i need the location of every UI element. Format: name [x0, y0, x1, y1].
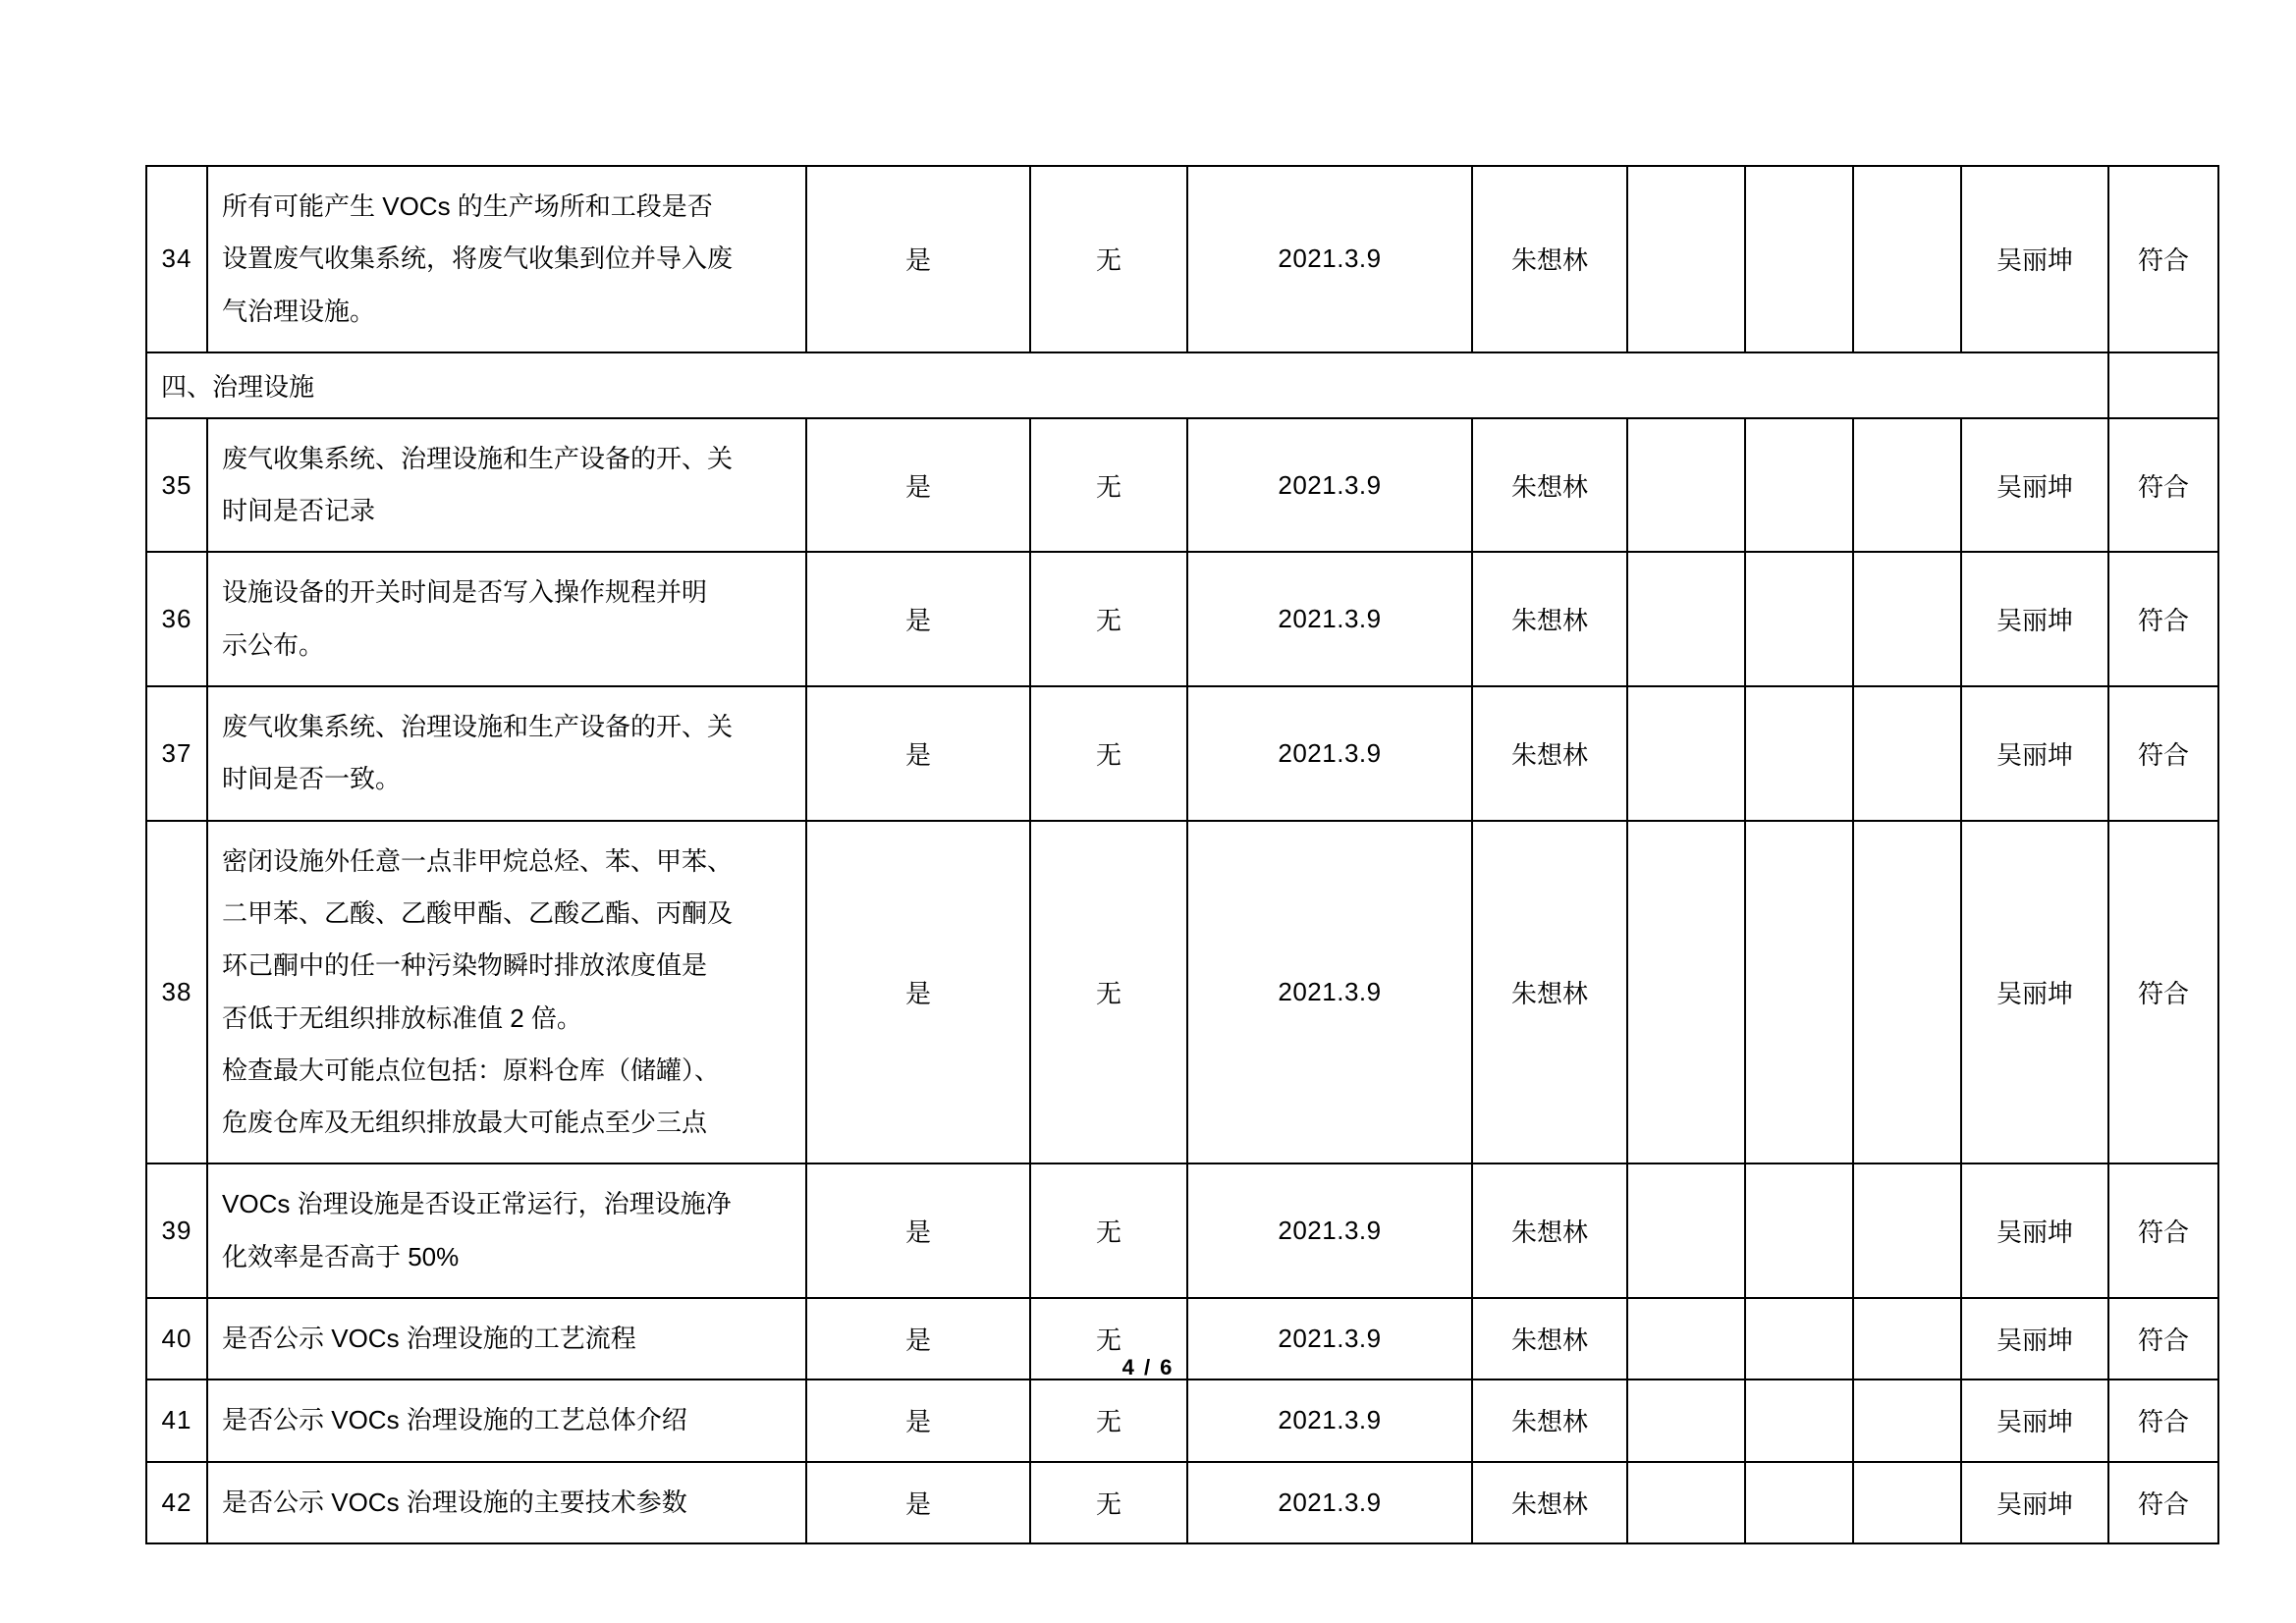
- row-blank-1: [1627, 166, 1745, 352]
- row-yes: 是: [806, 821, 1030, 1164]
- row-reviewer: 吴丽坤: [1961, 821, 2108, 1164]
- row-none: 无: [1030, 1298, 1187, 1380]
- row-blank-2: [1745, 166, 1853, 352]
- section-title: 四、治理设施: [161, 371, 315, 402]
- item-line: 危废仓库及无组织排放最大可能点至少三点: [222, 1108, 708, 1138]
- row-item: [207, 1380, 806, 1461]
- row-item: [207, 1163, 806, 1298]
- row-person: 朱想林: [1472, 1163, 1627, 1298]
- row-number: 41: [146, 1380, 207, 1461]
- item-line: 废气收集系统、治理设施和生产设备的开、关: [222, 443, 734, 473]
- section-result: [2108, 352, 2218, 418]
- table-row: [146, 1163, 2218, 1298]
- row-date: 2021.3.9: [1187, 166, 1472, 352]
- row-none: 无: [1030, 821, 1187, 1164]
- row-none: 无: [1030, 1462, 1187, 1543]
- row-blank-2: [1745, 686, 1853, 821]
- table-row: [146, 418, 2218, 553]
- row-blank-2: [1745, 552, 1853, 686]
- row-blank-3: [1853, 821, 1961, 1164]
- row-person: 朱想林: [1472, 686, 1627, 821]
- item-line: 是否公示 VOCs 治理设施的主要技术参数: [222, 1487, 687, 1517]
- row-blank-2: [1745, 1462, 1853, 1543]
- row-blank-1: [1627, 821, 1745, 1164]
- row-result: 符合: [2108, 1298, 2218, 1380]
- row-reviewer: 吴丽坤: [1961, 552, 2108, 686]
- table-row: [146, 686, 2218, 821]
- row-blank-3: [1853, 1163, 1961, 1298]
- table-row: [146, 166, 2218, 352]
- row-result: 符合: [2108, 821, 2218, 1164]
- table-row: [146, 1380, 2218, 1461]
- row-item: [207, 166, 806, 352]
- item-line: 环己酮中的任一种污染物瞬时排放浓度值是: [222, 950, 708, 981]
- row-blank-3: [1853, 686, 1961, 821]
- page-footer: 4 / 6: [1121, 1355, 1175, 1380]
- row-result: 符合: [2108, 552, 2218, 686]
- row-blank-3: [1853, 552, 1961, 686]
- row-number: 35: [146, 418, 207, 553]
- item-line: 废气收集系统、治理设施和生产设备的开、关: [222, 712, 734, 742]
- row-reviewer: 吴丽坤: [1961, 1163, 2108, 1298]
- row-number: 39: [146, 1163, 207, 1298]
- item-line: 时间是否记录: [222, 496, 376, 526]
- row-person: 朱想林: [1472, 552, 1627, 686]
- row-date: 2021.3.9: [1187, 686, 1472, 821]
- item-line: 设施设备的开关时间是否写入操作规程并明: [222, 577, 708, 608]
- row-blank-2: [1745, 1163, 1853, 1298]
- row-none: 无: [1030, 1163, 1187, 1298]
- row-item: [207, 821, 806, 1164]
- row-date: 2021.3.9: [1187, 1163, 1472, 1298]
- row-blank-1: [1627, 1380, 1745, 1461]
- row-number: 34: [146, 166, 207, 352]
- row-yes: 是: [806, 1380, 1030, 1461]
- row-person: 朱想林: [1472, 418, 1627, 553]
- item-line: VOCs 治理设施是否设正常运行，治理设施净: [222, 1189, 732, 1219]
- inspection-table: [145, 165, 2219, 1544]
- item-line: 示公布。: [222, 629, 325, 660]
- row-none: 无: [1030, 686, 1187, 821]
- row-result: 符合: [2108, 166, 2218, 352]
- row-result: 符合: [2108, 1380, 2218, 1461]
- row-date: 2021.3.9: [1187, 821, 1472, 1164]
- row-reviewer: 吴丽坤: [1961, 1462, 2108, 1543]
- inspection-table-wrapper: [145, 165, 2189, 1544]
- row-item: [207, 1462, 806, 1543]
- row-person: 朱想林: [1472, 1298, 1627, 1380]
- row-person: 朱想林: [1472, 166, 1627, 352]
- row-reviewer: 吴丽坤: [1961, 418, 2108, 553]
- row-date: 2021.3.9: [1187, 1380, 1472, 1461]
- item-line: 气治理设施。: [222, 296, 376, 326]
- row-blank-1: [1627, 418, 1745, 553]
- row-none: 无: [1030, 166, 1187, 352]
- row-blank-2: [1745, 1380, 1853, 1461]
- item-line: 二甲苯、乙酸、乙酸甲酯、乙酸乙酯、丙酮及: [222, 897, 734, 928]
- row-yes: 是: [806, 552, 1030, 686]
- row-reviewer: 吴丽坤: [1961, 166, 2108, 352]
- section-header-cell: [146, 352, 2108, 418]
- row-number: 42: [146, 1462, 207, 1543]
- item-line: 检查最大可能点位包括：原料仓库（储罐）、: [222, 1055, 721, 1085]
- row-number: 37: [146, 686, 207, 821]
- row-item: [207, 418, 806, 553]
- row-number: 36: [146, 552, 207, 686]
- row-yes: 是: [806, 1462, 1030, 1543]
- row-result: 符合: [2108, 686, 2218, 821]
- row-person: 朱想林: [1472, 1380, 1627, 1461]
- row-none: 无: [1030, 1380, 1187, 1461]
- row-blank-3: [1853, 166, 1961, 352]
- row-result: 符合: [2108, 418, 2218, 553]
- item-line: 化效率是否高于 50%: [222, 1241, 460, 1271]
- row-reviewer: 吴丽坤: [1961, 686, 2108, 821]
- row-item: [207, 686, 806, 821]
- item-line: 所有可能产生 VOCs 的生产场所和工段是否: [222, 191, 713, 221]
- row-blank-1: [1627, 1163, 1745, 1298]
- row-result: 符合: [2108, 1163, 2218, 1298]
- row-result: 符合: [2108, 1462, 2218, 1543]
- row-blank-3: [1853, 1380, 1961, 1461]
- row-person: 朱想林: [1472, 821, 1627, 1164]
- row-number: 40: [146, 1298, 207, 1380]
- row-date: 2021.3.9: [1187, 418, 1472, 553]
- table-row: [146, 821, 2218, 1164]
- item-line: 密闭设施外任意一点非甲烷总烃、苯、甲苯、: [222, 845, 734, 876]
- row-yes: 是: [806, 166, 1030, 352]
- row-reviewer: 吴丽坤: [1961, 1298, 2108, 1380]
- row-blank-1: [1627, 1462, 1745, 1543]
- item-line: 是否公示 VOCs 治理设施的工艺流程: [222, 1324, 636, 1354]
- row-none: 无: [1030, 552, 1187, 686]
- item-line: 否低于无组织排放标准值 2 倍。: [222, 1002, 582, 1033]
- row-yes: 是: [806, 686, 1030, 821]
- row-none: 无: [1030, 418, 1187, 553]
- row-yes: 是: [806, 1298, 1030, 1380]
- row-date: 2021.3.9: [1187, 1298, 1472, 1380]
- item-line: 设置废气收集系统，将废气收集到位并导入废: [222, 243, 734, 274]
- row-yes: 是: [806, 1163, 1030, 1298]
- row-blank-3: [1853, 418, 1961, 553]
- row-blank-1: [1627, 552, 1745, 686]
- row-blank-2: [1745, 418, 1853, 553]
- table-row: [146, 552, 2218, 686]
- row-blank-1: [1627, 686, 1745, 821]
- row-blank-2: [1745, 821, 1853, 1164]
- item-line: 是否公示 VOCs 治理设施的工艺总体介绍: [222, 1405, 687, 1435]
- row-blank-3: [1853, 1462, 1961, 1543]
- row-date: 2021.3.9: [1187, 552, 1472, 686]
- row-date: 2021.3.9: [1187, 1462, 1472, 1543]
- row-person: 朱想林: [1472, 1462, 1627, 1543]
- table-row: [146, 1462, 2218, 1543]
- row-item: [207, 552, 806, 686]
- row-number: 38: [146, 821, 207, 1164]
- row-yes: 是: [806, 418, 1030, 553]
- item-line: 时间是否一致。: [222, 764, 402, 794]
- row-reviewer: 吴丽坤: [1961, 1380, 2108, 1461]
- table-section-row: [146, 352, 2218, 418]
